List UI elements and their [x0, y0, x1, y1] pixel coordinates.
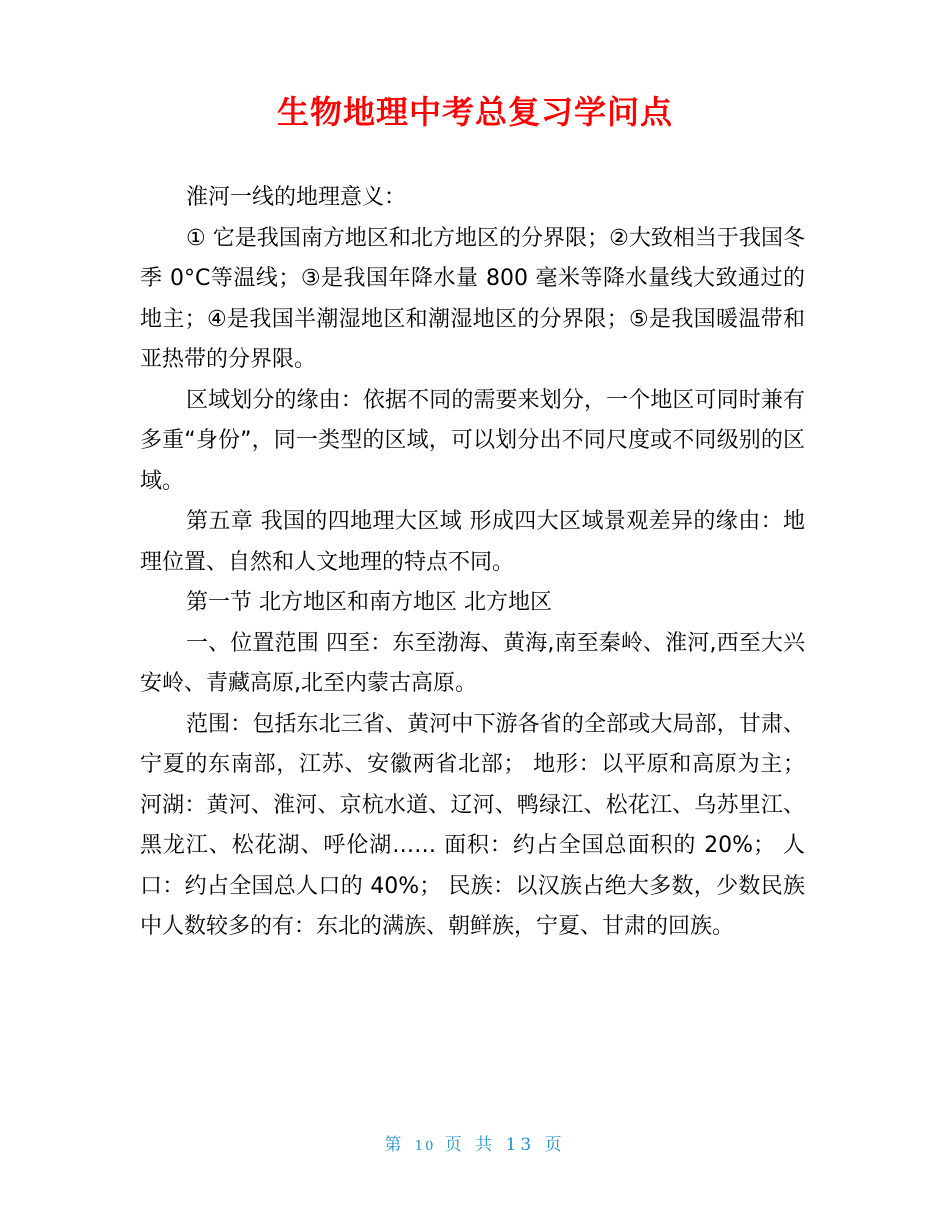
paragraph-section-one: 第一节 北方地区和南方地区 北方地区 — [186, 590, 552, 615]
document-title: 生物地理中考总复习学问点 — [276, 93, 673, 131]
document-body — [140, 178, 805, 948]
paragraph-scope-details: 范围：包括东北三省、黄河中下游各省的全部或大局部，甘肃、宁夏的东南部，江苏、安徽两省北部； 地形：以平原和高原为主； 河湖：黄河、淮河、京杭水道、辽河、鸭绿江、松花江、乌苏里江、黑龙江、松花湖、呼伦湖…… 面积：约占全国总面积的 20%； 人口：约占全国总人口的 40%； 民族：以汉族占绝大多数，少数民族中人数较多的有：东北的满族、朝鲜族，宁夏、甘肃的回族。 — [140, 711, 805, 939]
footer-current-page: 10 — [414, 1139, 436, 1154]
paragraph-region-division-reason: 区域划分的缘由：依据不同的需要来划分，一个地区可同时兼有多重“身份”，同一类型的区域，可以划分出不同尺度或不同级别的区域。 — [140, 387, 805, 494]
paragraph-huaihe-heading: 淮河一线的地理意义： — [186, 185, 407, 210]
footer-total-pages: 13 — [505, 1135, 536, 1155]
footer-middle: 页 共 — [444, 1135, 497, 1155]
footer-suffix: 页 — [544, 1135, 566, 1155]
paragraph-location-range: 一、位置范围 四至：东至渤海、黄海,南至秦岭、淮河,西至大兴安岭、青藏高原,北至内蒙古高原。 — [140, 630, 805, 696]
footer-prefix: 第 — [384, 1135, 406, 1155]
page-footer — [0, 1133, 950, 1159]
paragraph-huaihe-significance: ① 它是我国南方地区和北方地区的分界限；②大致相当于我国冬季 0°C等温线；③是我国年降水量 800 毫米等降水量线大致通过的地主；④是我国半潮湿地区和潮湿地区的分界限；⑤是我国暖温带和亚热带的分界限。 — [140, 225, 805, 372]
paragraph-chapter-five: 第五章 我国的四地理大区域 形成四大区域景观差异的缘由：地理位置、自然和人文地理的特点不同。 — [140, 509, 805, 575]
